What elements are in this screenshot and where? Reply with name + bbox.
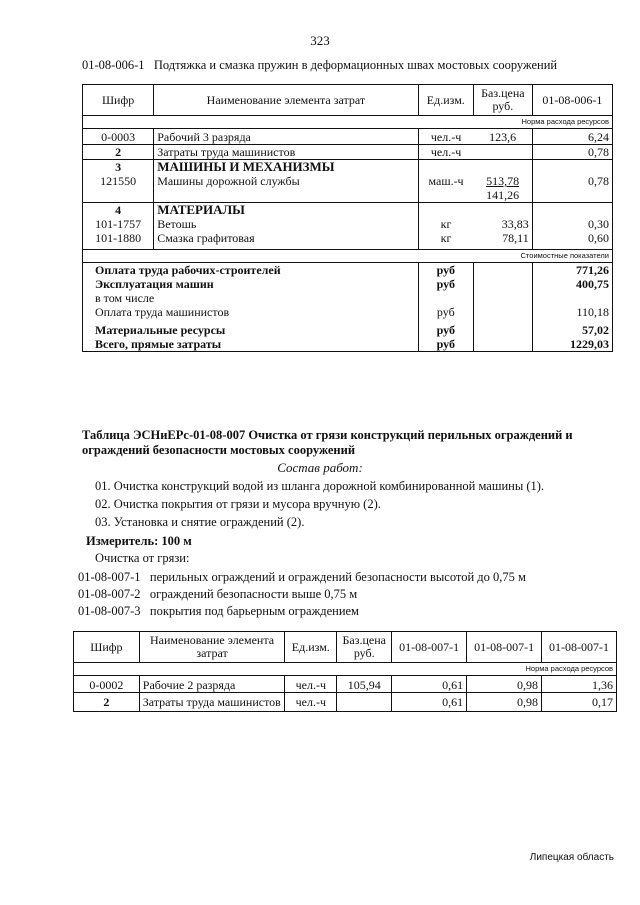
section-code: 01-08-006-1 bbox=[82, 58, 145, 72]
work-item: 03. Установка и снятие ограждений (2). bbox=[95, 515, 305, 529]
header-unit: Ед.изм. bbox=[285, 632, 337, 663]
page-number: 323 bbox=[310, 33, 330, 48]
row-group-title: МАТЕРИАЛЫ bbox=[154, 203, 418, 218]
table-row bbox=[83, 203, 613, 218]
row-unit: маш.-ч bbox=[418, 174, 473, 203]
row-unit: чел.-ч bbox=[418, 145, 473, 160]
norm-label: Норма расхода ресурсов bbox=[83, 116, 613, 129]
row-price bbox=[473, 145, 532, 160]
work-item: 01. Очистка конструкций водой из шланга дорожной комбинированной машины (1). bbox=[95, 479, 545, 493]
work-item: 02. Очистка покрытия от грязи и мусора вручную (2). bbox=[95, 497, 381, 511]
cost-value: 57,02 bbox=[532, 323, 612, 337]
row-code: 4 bbox=[115, 203, 122, 217]
cost-unit: руб bbox=[418, 305, 473, 323]
row-unit: чел.-ч bbox=[418, 129, 473, 145]
variant-row bbox=[78, 570, 526, 585]
row-code: 2 bbox=[103, 695, 110, 709]
cost-unit: руб bbox=[418, 337, 473, 352]
cost-name: Эксплуатация машин bbox=[95, 276, 214, 291]
header-cipher: Шифр bbox=[83, 85, 154, 116]
cost-name: Оплата труда рабочих-строителей bbox=[95, 262, 281, 277]
table-row bbox=[83, 174, 613, 203]
row-norm: 0,60 bbox=[532, 231, 612, 249]
table-row bbox=[83, 217, 613, 231]
row-value: 0,61 bbox=[392, 693, 467, 712]
cost-row bbox=[83, 305, 613, 323]
cost-row bbox=[83, 277, 613, 291]
row-unit: кг bbox=[418, 217, 473, 231]
row-code: 2 bbox=[115, 145, 122, 159]
row-code: 101-1757 bbox=[95, 217, 142, 231]
row-code: 101-1880 bbox=[95, 231, 142, 245]
variant-code: 01-08-007-3 bbox=[78, 604, 141, 618]
variant-text: перильных ограждений и ограждений безопасности высотой до 0,75 м bbox=[149, 570, 526, 584]
footer-region: Липецкая область bbox=[529, 852, 614, 863]
row-name: Машины дорожной службы bbox=[154, 174, 418, 203]
header-unit: Ед.изм. bbox=[418, 85, 473, 116]
resource-table-2 bbox=[73, 631, 617, 712]
table-row bbox=[83, 145, 613, 160]
table-title: Таблица ЭСНиЕРс-01-08-007 Очистка от грязи конструкций перильных ограждений и ограждений безопасности мостовых сооружений bbox=[82, 428, 573, 457]
section-title: Подтяжка и смазка пружин в деформационных швах мостовых сооружений bbox=[153, 58, 558, 72]
row-code: 0-0002 bbox=[89, 678, 124, 692]
row-value: 0,98 bbox=[467, 676, 542, 693]
table-header bbox=[83, 85, 613, 116]
row-value: 0,17 bbox=[542, 693, 617, 712]
cost-unit: руб bbox=[418, 323, 473, 337]
variant-text: покрытия под барьерным ограждением bbox=[149, 604, 359, 618]
section-heading bbox=[82, 58, 557, 73]
row-name: Рабочие 2 разряда bbox=[139, 676, 285, 693]
works-heading: Состав работ: bbox=[277, 460, 363, 475]
variant-row bbox=[78, 587, 357, 602]
cost-label: Стоимостные показатели bbox=[83, 249, 613, 262]
cost-row bbox=[83, 337, 613, 352]
header-base-price: Баз.цена руб. bbox=[337, 632, 392, 663]
cost-row bbox=[83, 262, 613, 277]
row-norm: 0,78 bbox=[532, 145, 612, 160]
norm-label: Норма расхода ресурсов bbox=[74, 663, 617, 676]
table-row bbox=[83, 129, 613, 145]
table-row bbox=[74, 693, 617, 712]
row-unit: кг bbox=[418, 231, 473, 249]
cost-value: 400,75 bbox=[532, 277, 612, 291]
row-norm: 6,24 bbox=[532, 129, 612, 145]
cost-value: 110,18 bbox=[532, 305, 612, 323]
cost-name: в том числе bbox=[95, 290, 155, 305]
variant-code: 01-08-007-2 bbox=[78, 587, 141, 601]
row-value: 0,98 bbox=[467, 693, 542, 712]
header-base-price: Баз.цена руб. bbox=[473, 85, 532, 116]
row-price-main: 513,78 bbox=[486, 174, 520, 188]
header-name: Наименование элемента затрат bbox=[139, 632, 285, 663]
cleaning-label: Очистка от грязи: bbox=[95, 551, 190, 565]
cost-row bbox=[83, 291, 613, 305]
cost-unit: руб bbox=[418, 262, 473, 277]
header-cipher: Шифр bbox=[74, 632, 140, 663]
variant-text: ограждений безопасности выше 0,75 м bbox=[149, 587, 358, 601]
measure-unit: Измеритель: 100 м bbox=[86, 534, 192, 548]
cost-row bbox=[83, 323, 613, 337]
row-value: 1,36 bbox=[542, 676, 617, 693]
cost-name: Всего, прямые затраты bbox=[95, 336, 222, 351]
row-name: Затраты труда машинистов bbox=[154, 145, 418, 160]
row-name: Затраты труда машинистов bbox=[139, 693, 285, 712]
table-row bbox=[83, 160, 613, 175]
resource-table-1 bbox=[82, 84, 613, 352]
row-price: 105,94 bbox=[337, 676, 392, 693]
table-row bbox=[74, 676, 617, 693]
cost-unit: руб bbox=[418, 277, 473, 291]
variant-code: 01-08-007-1 bbox=[78, 570, 141, 584]
header-col-3: 01-08-007-1 bbox=[542, 632, 617, 663]
cost-name: Оплата труда машинистов bbox=[95, 304, 230, 319]
row-value: 0,61 bbox=[392, 676, 467, 693]
row-name: Смазка графитовая bbox=[154, 231, 418, 249]
row-norm: 0,78 bbox=[532, 174, 612, 203]
header-col-1: 01-08-007-1 bbox=[392, 632, 467, 663]
row-price: 78,11 bbox=[502, 231, 529, 245]
cost-value: 771,26 bbox=[532, 262, 612, 277]
row-price: 123,6 bbox=[489, 130, 517, 144]
row-unit: чел.-ч bbox=[285, 676, 337, 693]
variant-row bbox=[78, 604, 359, 619]
row-group-title: МАШИНЫ И МЕХАНИЗМЫ bbox=[154, 160, 418, 175]
table-header bbox=[74, 632, 617, 663]
row-price: 33,83 bbox=[501, 217, 529, 231]
row-code: 121550 bbox=[100, 174, 137, 188]
row-unit: чел.-ч bbox=[285, 693, 337, 712]
row-name: Рабочий 3 разряда bbox=[154, 129, 418, 145]
cost-name: Материальные ресурсы bbox=[95, 322, 226, 337]
cost-value: 1229,03 bbox=[532, 337, 612, 352]
row-code: 3 bbox=[115, 160, 122, 174]
row-code: 0-0003 bbox=[101, 130, 136, 144]
header-name: Наименование элемента затрат bbox=[154, 85, 418, 116]
row-name: Ветошь bbox=[154, 217, 418, 231]
row-price-secondary: 141,26 bbox=[486, 188, 520, 202]
row-price bbox=[337, 693, 392, 712]
row-price bbox=[473, 174, 532, 203]
header-col-2: 01-08-007-1 bbox=[467, 632, 542, 663]
table-row bbox=[83, 231, 613, 249]
header-norm-code: 01-08-006-1 bbox=[532, 85, 612, 116]
row-norm: 0,30 bbox=[532, 217, 612, 231]
